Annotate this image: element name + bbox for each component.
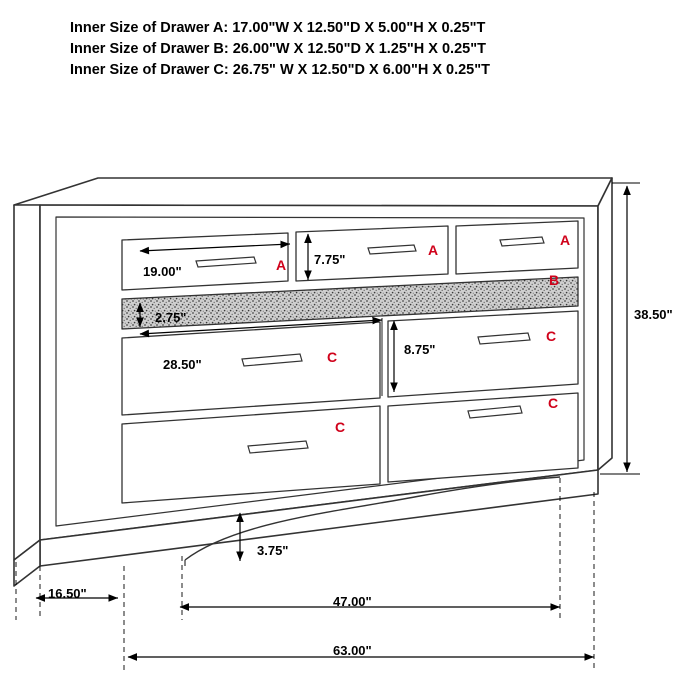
dim-label-7-75: 7.75" xyxy=(314,252,346,267)
dim-label-63: 63.00" xyxy=(333,643,372,658)
drawer-tag-c-left-2: C xyxy=(335,419,346,435)
dresser-top-surface xyxy=(14,178,612,206)
dresser-right-side xyxy=(598,178,612,470)
dim-label-19: 19.00" xyxy=(143,264,182,279)
dim-label-8-75: 8.75" xyxy=(404,342,436,357)
drawer-tag-a-middle: A xyxy=(428,242,439,258)
dim-label-38-5: 38.50" xyxy=(634,307,673,322)
drawer-tag-c-right-2: C xyxy=(548,395,559,411)
drawer-tag-a-right: A xyxy=(560,232,571,248)
drawer-tag-c-right-1: C xyxy=(546,328,557,344)
drawer-tag-a-left: A xyxy=(276,257,287,273)
dim-label-28-5: 28.50" xyxy=(163,357,202,372)
dresser-left-side xyxy=(14,205,40,560)
dim-label-47: 47.00" xyxy=(333,594,372,609)
dim-label-16-5: 16.50" xyxy=(48,586,87,601)
drawer-c-left-upper xyxy=(122,322,380,415)
spec-line-a: Inner Size of Drawer A: 17.00"W X 12.50"D X 5.00"H X 0.25"T xyxy=(70,20,486,36)
spec-line-b: Inner Size of Drawer B: 26.00"W X 12.50"D X 1.25"H X 0.25"T xyxy=(70,41,486,57)
dim-label-3-75: 3.75" xyxy=(257,543,289,558)
dim-label-2-75: 2.75" xyxy=(155,310,187,325)
drawer-tag-c-left-1: C xyxy=(327,349,338,365)
drawer-tag-b: B xyxy=(549,272,560,288)
spec-line-c: Inner Size of Drawer C: 26.75" W X 12.50"D X 6.00"H X 0.25"T xyxy=(70,62,490,78)
